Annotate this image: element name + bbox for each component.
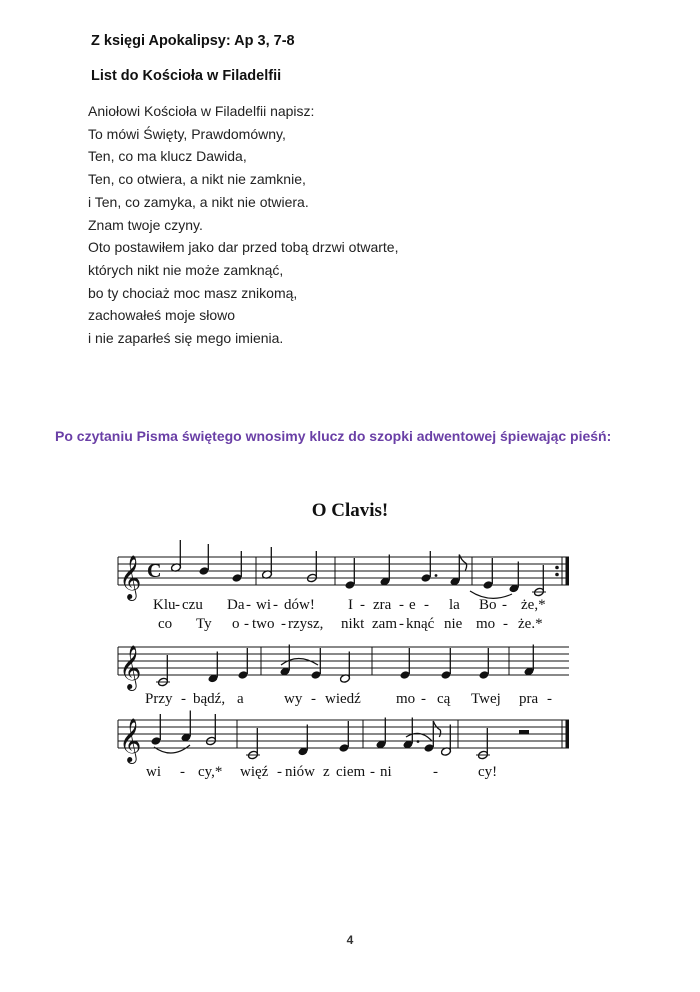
syllable: wi — [146, 764, 161, 780]
notes-system-1 — [171, 540, 546, 597]
syllable: Twej — [471, 691, 501, 707]
slur — [154, 745, 190, 753]
reading-line: Ten, co ma klucz Dawida, — [88, 148, 247, 165]
lyrics-line-1-verse-2 — [158, 616, 543, 632]
syllable: mo — [476, 616, 496, 632]
syllable: czu — [182, 597, 203, 613]
syllable: zra — [373, 597, 392, 613]
hyphen: - — [273, 597, 278, 613]
half-rest-icon — [519, 730, 529, 734]
syllable: pra — [519, 691, 539, 707]
hyphen: - — [421, 691, 426, 707]
reading-line: Ten, co otwiera, a nikt nie zamknie, — [88, 171, 306, 188]
syllable: wy — [284, 691, 303, 707]
syllable: ni — [380, 764, 392, 780]
reading-line: Aniołowi Kościoła w Filadelfii napisz: — [88, 103, 315, 119]
syllable: niów — [285, 764, 315, 780]
syllable: a — [237, 691, 244, 707]
hyphen: - — [370, 764, 375, 780]
syllable: Ty — [196, 616, 212, 632]
syllable: two — [252, 616, 275, 632]
lyrics-line-2 — [145, 691, 552, 707]
reading-line: zachowałeś moje słowo — [88, 307, 236, 324]
syllable: cy,* — [198, 764, 223, 780]
notes-system-2 — [156, 645, 534, 687]
syllable: Przy — [145, 691, 173, 707]
lyrics-line-3 — [146, 764, 497, 780]
syllable: I — [348, 597, 353, 613]
reading-line: Znam twoje czyny. — [88, 216, 203, 233]
hyphen: - — [246, 597, 251, 613]
treble-clef-icon: 𝄞 — [119, 718, 142, 762]
syllable: la — [449, 597, 460, 613]
reading-title: List do Kościoła w Filadelfii — [91, 68, 282, 84]
hyphen: - — [244, 616, 249, 632]
song-instruction: Po czytaniu Pisma świętego wnosimy klucz do szopki adwentowej śpiewając pieśń: — [55, 428, 612, 444]
syllable: że.* — [518, 616, 543, 632]
lyrics-line-1-verse-1 — [153, 597, 546, 613]
treble-clef-icon: 𝄞 — [119, 555, 142, 599]
syllable: co — [158, 616, 173, 632]
syllable: rzysz, — [288, 616, 324, 632]
syllable: knąć — [406, 616, 435, 632]
hyphen: - — [311, 691, 316, 707]
hyphen: - — [277, 764, 282, 780]
hyphen: - — [433, 764, 438, 780]
hyphen: - — [360, 597, 365, 613]
syllable: ciem — [336, 764, 366, 780]
hyphen: - — [180, 764, 185, 780]
hyphen: - — [424, 597, 429, 613]
syllable: Da — [227, 597, 245, 613]
hyphen: - — [503, 616, 508, 632]
staff-system-1 — [118, 557, 569, 585]
hyphen: - — [175, 597, 180, 613]
reading-line: których nikt nie może zamknąć, — [88, 261, 284, 278]
treble-clef-icon: 𝄞 — [119, 645, 142, 689]
syllable: cy! — [478, 764, 498, 780]
staff-system-3 — [118, 720, 569, 748]
hyphen: - — [502, 597, 507, 613]
final-barline — [566, 720, 570, 748]
reading-source: Z księgi Apokalipsy: Ap 3, 7-8 — [91, 33, 295, 49]
reading-line: To mówi Święty, Prawdomówny, — [88, 125, 286, 142]
time-signature: C — [147, 560, 162, 582]
syllable: Bo — [479, 597, 497, 613]
syllable: Klu — [153, 597, 176, 613]
song-title: O Clavis! — [311, 500, 389, 521]
hyphen: - — [281, 616, 286, 632]
syllable: z — [323, 764, 330, 780]
syllable: zam — [372, 616, 397, 632]
syllable: więź — [240, 764, 269, 780]
reading-line: i Ten, co zamyka, a nikt nie otwiera. — [88, 193, 309, 210]
syllable: mo — [396, 691, 416, 707]
slur — [281, 659, 318, 666]
syllable: wiedź — [325, 691, 361, 707]
hyphen: - — [181, 691, 186, 707]
syllable: nie — [444, 616, 463, 632]
syllable: dów! — [284, 597, 315, 613]
reading-line: bo ty chociaż moc masz znikomą, — [88, 284, 298, 301]
syllable: cą — [437, 691, 451, 707]
notes-system-3 — [151, 711, 490, 760]
syllable: że,* — [521, 597, 546, 613]
hyphen: - — [547, 691, 552, 707]
reading-line: Oto postawiłem jako dar przed tobą drzwi otwarte, — [88, 239, 399, 256]
syllable: nikt — [341, 616, 365, 632]
reading-line: i nie zaparłeś się mego imienia. — [88, 330, 284, 347]
page-number: 4 — [346, 933, 354, 947]
hyphen: - — [399, 616, 404, 632]
staff-system-2 — [118, 647, 569, 675]
syllable: wi — [256, 597, 271, 613]
syllable: bądź, — [193, 691, 226, 707]
hyphen: - — [399, 597, 404, 613]
syllable: e — [409, 597, 416, 613]
syllable: o — [232, 616, 240, 632]
